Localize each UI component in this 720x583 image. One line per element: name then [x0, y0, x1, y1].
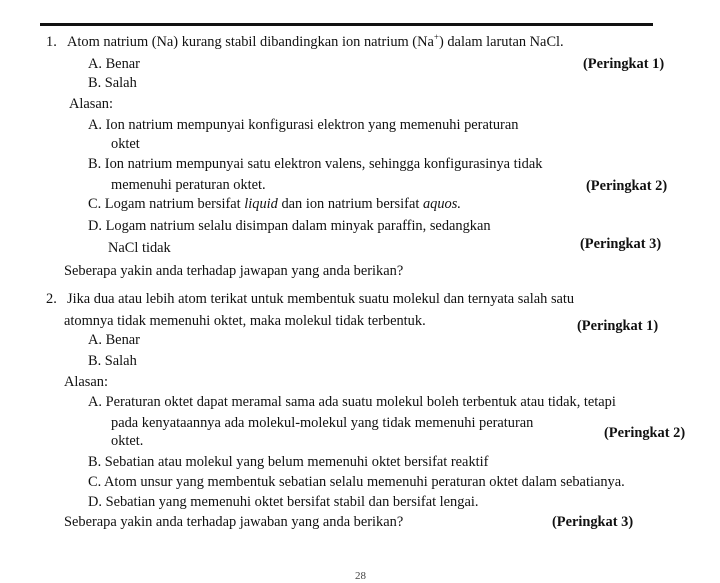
q2-option-a[interactable]: A. Benar [88, 332, 140, 348]
q1-confidence-prompt: Seberapa yakin anda terhadap jawapan yang anda berikan? [64, 263, 404, 279]
q1-stem-superscript: + [433, 32, 439, 42]
q1-reason-b-line2: memenuhi peraturan oktet. [111, 177, 266, 193]
q2-confidence-prompt: Seberapa yakin anda terhadap jawaban yang anda berikan? [64, 514, 404, 530]
q2-stem-line2: atomnya tidak memenuhi oktet, maka molekul tidak terbentuk. [64, 313, 426, 329]
q2-option-b[interactable]: B. Salah [88, 353, 137, 369]
q2-stem-line1: Jika dua atau lebih atom terikat untuk membentuk suatu molekul dan ternyata salah satu [67, 291, 575, 307]
q2-reason-label: Alasan: [64, 374, 108, 390]
q1-option-a[interactable]: A. Benar [88, 56, 140, 72]
q2-reason-d[interactable]: D. Sebatian yang memenuhi oktet bersifat stabil dan bersifat lengai. [88, 494, 479, 510]
q1-reason-label: Alasan: [69, 96, 113, 112]
q1-reason-a-line2: oktet [111, 136, 140, 152]
q2-tier2-label: (Peringkat 2) [604, 425, 686, 441]
q1-reason-d-line1[interactable]: D. Logam natrium selalu disimpan dalam minyak paraffin, sedangkan [88, 218, 491, 234]
q2-number: 2. [46, 291, 57, 307]
q2-tier1-label: (Peringkat 1) [577, 318, 659, 334]
page-number: 28 [355, 570, 366, 582]
q1-tier2-label: (Peringkat 2) [586, 178, 668, 194]
q1-stem: Atom natrium (Na) kurang stabil dibandingkan ion natrium (Na+) dalam larutan NaCl. [67, 32, 564, 50]
q1-option-b[interactable]: B. Salah [88, 75, 137, 91]
q2-reason-a-line3: oktet. [111, 433, 144, 449]
q1-reason-c[interactable]: C. Logam natrium bersifat liquid dan ion natrium bersifat aquos. [88, 196, 461, 212]
q1-reason-d-line2: NaCl tidak [108, 240, 171, 256]
q1-reason-a-line1[interactable]: A. Ion natrium mempunyai konfigurasi elektron yang memenuhi peraturan [88, 117, 519, 133]
q1-reason-b-line1[interactable]: B. Ion natrium mempunyai satu elektron valens, sehingga konfigurasinya tidak [88, 156, 543, 172]
q1-tier3-label: (Peringkat 3) [580, 236, 662, 252]
top-rule [40, 23, 653, 26]
q1-number: 1. [46, 34, 57, 50]
q2-reason-a-line1[interactable]: A. Peraturan oktet dapat meramal sama ada suatu molekul boleh terbentuk atau tidak, tetapi [88, 394, 616, 410]
q1-tier1-label: (Peringkat 1) [583, 56, 665, 72]
q2-reason-b[interactable]: B. Sebatian atau molekul yang belum memenuhi oktet bersifat reaktif [88, 454, 489, 470]
q2-reason-a-line2: pada kenyataannya ada molekul-molekul yang tidak memenuhi peraturan [111, 415, 534, 431]
q2-tier3-label: (Peringkat 3) [552, 514, 634, 530]
q2-reason-c[interactable]: C. Atom unsur yang membentuk sebatian selalu memenuhi peraturan oktet dalam sebatianya. [88, 474, 625, 490]
